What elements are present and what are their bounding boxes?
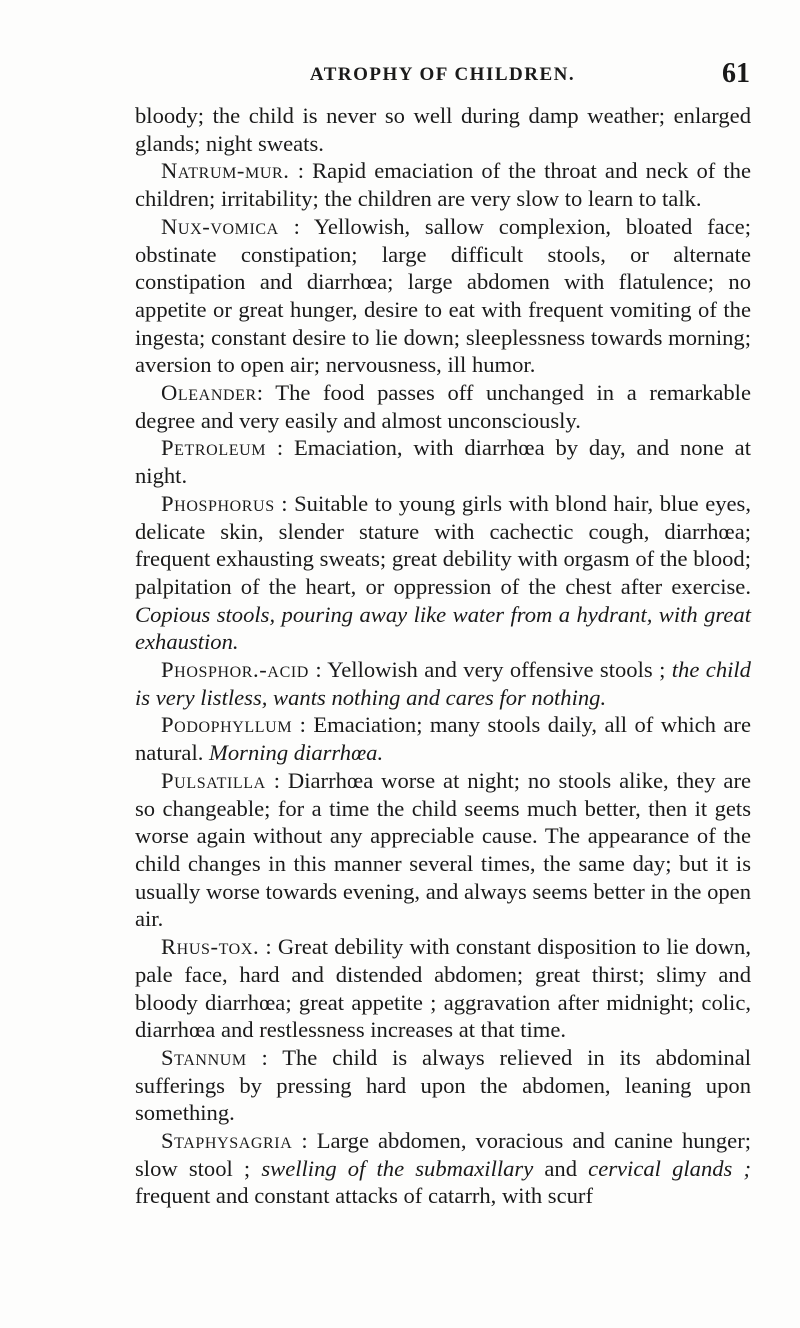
paragraph-continuation: [135, 102, 751, 157]
remedy-entry-nux-vomica: [135, 213, 751, 379]
remedy-entry-stannum: [135, 1044, 751, 1127]
remedy-text: Yellowish, sallow complexion, bloated face; obstinate constipation; large difficult stools, or alternate constipation and diarrhœa; large abdomen with flatulence; no appetite or great hunger, desire to eat with frequent vomiting of the ingesta; constant desire to lie down; sleeplessness towards morning; aversion to open air; nervousness, ill humor.: [135, 213, 751, 378]
remedy-text: Great debility with constant disposition to lie down, pale face, hard and distended abdomen; great thirst; slimy and bloody diarrhœa; great appetite ; aggravation after midnight; colic, diarrhœa and restlessness increases at that time.: [135, 934, 751, 1043]
remedy-separator: :: [274, 490, 295, 516]
remedy-separator: :: [289, 158, 313, 184]
remedy-text: Rapid emaciation of the throat and neck of the children; irritability; the children are very slow to learn to talk.: [135, 158, 751, 212]
remedy-name: Petroleum: [161, 435, 267, 461]
remedy-name: Nux-vomica: [161, 213, 279, 239]
page-body: [135, 102, 751, 1210]
remedy-name: Pulsatilla: [161, 767, 266, 793]
remedy-name: Staphysagria: [161, 1128, 293, 1154]
remedy-entry-phosphorus: [135, 490, 751, 656]
remedy-separator: :: [259, 934, 278, 960]
remedy-entry-rhus-tox: [135, 933, 751, 1044]
remedy-name: Natrum-mur.: [161, 158, 290, 184]
remedy-entry-phosphor-acid: [135, 656, 751, 711]
remedy-entry-oleander: [135, 379, 751, 434]
remedy-name: Phosphor.-acid: [161, 657, 309, 683]
remedy-separator: :: [278, 213, 314, 239]
remedy-name: Podophyllum: [161, 712, 293, 738]
remedy-entry-natrum-mur: [135, 157, 751, 212]
remedy-separator: :: [308, 657, 328, 683]
remedy-entry-staphysagria: [135, 1127, 751, 1210]
remedy-separator: :: [292, 1128, 317, 1154]
remedy-italic-text-2: cervical glands ;: [588, 1155, 751, 1181]
remedy-entry-pulsatilla: [135, 767, 751, 933]
page-number: 61: [722, 58, 750, 89]
remedy-italic-text: Copious stools, pouring away like water from a hydrant, with great exhaustion.: [135, 601, 751, 655]
remedy-italic-text: Morning diarrhœa.: [209, 740, 384, 766]
remedy-separator: :: [292, 712, 314, 738]
remedy-entry-podophyllum: [135, 711, 751, 766]
remedy-text: Large abdomen, voracious and canine hunger; slow stool ;: [135, 1128, 751, 1181]
remedy-text: The food passes off unchanged in a remarkable degree and very easily and almost unconsciously.: [135, 380, 751, 433]
running-title: ATROPHY OF CHILDREN.: [309, 64, 576, 85]
remedy-name: Phosphorus: [161, 490, 275, 516]
remedy-text: The child is always relieved in its abdominal sufferings by pressing hard upon the abdomen, leaning upon something.: [135, 1044, 751, 1126]
remedy-text: Emaciation; many stools daily, all of which are natural.: [135, 712, 751, 766]
remedy-text: Yellowish and very offensive stools ;: [327, 657, 672, 683]
remedy-italic-text: swelling of the submaxillary: [261, 1155, 534, 1181]
remedy-separator: :: [266, 435, 294, 461]
remedy-text-2: and: [533, 1155, 589, 1181]
paragraph-text: bloody; the child is never so well during damp weather; enlarged glands; night sweats.: [135, 103, 751, 156]
remedy-name: Oleander: [161, 380, 257, 406]
running-head: [135, 58, 750, 96]
remedy-italic-text: the child is very listless, wants nothing and cares for nothing.: [135, 657, 751, 710]
remedy-separator: :: [246, 1044, 283, 1070]
remedy-text: Suitable to young girls with blond hair, blue eyes, delicate skin, slender stature with cachectic cough, diarrhœa; frequent exhausting sweats; great debility with orgasm of the blood; palpitation of the heart, or oppression of the chest after exercise.: [135, 490, 751, 599]
remedy-separator: :: [256, 380, 276, 406]
remedy-text: Diarrhœa worse at night; no stools alike, they are so changeable; for a time the child seems much better, then it gets worse again without any appreciable cause. The appearance of the child changes in this manner several times, the same day; but it is usually worse towards evening, and always seems better in the open air.: [135, 767, 751, 932]
remedy-text-3: frequent and constant attacks of catarrh, with scurf: [135, 1183, 593, 1209]
remedy-text: Emaciation, with diarrhœa by day, and none at night.: [135, 435, 751, 489]
remedy-name: Stannum: [161, 1044, 247, 1070]
remedy-entry-petroleum: [135, 434, 751, 489]
remedy-name: Rhus-tox.: [161, 934, 260, 960]
remedy-separator: :: [265, 767, 288, 793]
